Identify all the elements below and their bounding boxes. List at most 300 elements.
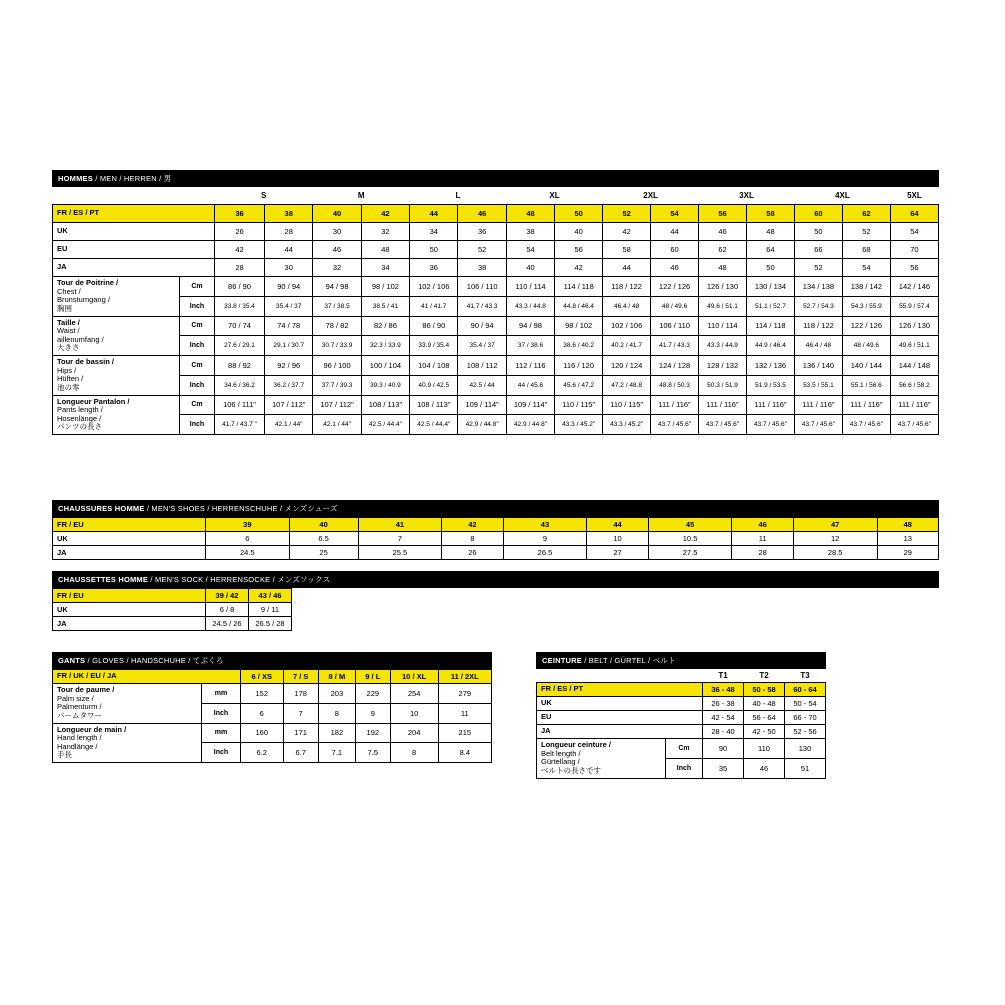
men-size-table — [52, 187, 939, 435]
gloves-section-header — [52, 652, 492, 669]
men-measure-row-inch — [53, 375, 939, 395]
size-group-M: M — [313, 187, 410, 205]
size-group-XL: XL — [506, 187, 602, 205]
cell: 34 — [410, 223, 458, 241]
cell: 66 - 70 — [785, 711, 826, 725]
cell: 9 / L — [355, 670, 390, 684]
cell: 44 — [410, 205, 458, 223]
cell: 6 — [241, 703, 284, 723]
cell: 6 / 8 — [206, 603, 249, 617]
cell: 7.5 — [355, 743, 390, 763]
belt-size-table — [536, 669, 826, 779]
cell: 41.7 / 43.3 — [651, 336, 699, 356]
cell: 10 / XL — [390, 670, 438, 684]
cell: 37.7 / 39.3 — [313, 375, 361, 395]
cell: 41 — [358, 518, 442, 532]
cell: 86 / 90 — [215, 277, 265, 297]
cell: 42 — [555, 259, 603, 277]
cell: 7.1 — [318, 743, 355, 763]
cell: 94 / 98 — [313, 277, 361, 297]
cell: 49.6 / 51.1 — [890, 336, 938, 356]
cell: 182 — [318, 723, 355, 743]
socks-section — [52, 571, 331, 631]
cell: 60 — [651, 241, 699, 259]
socks-section-header — [52, 571, 939, 588]
unit-mm: mm — [202, 723, 241, 743]
cell: 118 / 122 — [603, 277, 651, 297]
cell: 46.4 / 48 — [603, 296, 651, 316]
cell: 42 - 54 — [703, 711, 744, 725]
cell: 32.3 / 33.9 — [361, 336, 409, 356]
cell: 40 — [313, 205, 361, 223]
cell: 52 - 56 — [785, 725, 826, 739]
cell: 106 / 110 — [651, 316, 699, 336]
cell: 90 / 94 — [265, 277, 313, 297]
cell: 82 / 86 — [361, 316, 409, 336]
men-size-group-row — [53, 187, 939, 205]
belt-section — [536, 652, 826, 779]
cell: 10.5 — [648, 532, 732, 546]
cell: 50 - 58 — [744, 683, 785, 697]
cell: 40.2 / 41.7 — [603, 336, 651, 356]
cell: 48 — [747, 223, 795, 241]
cell: 160 — [241, 723, 284, 743]
cell: 132 / 136 — [747, 356, 795, 376]
cell: 44 — [651, 223, 699, 241]
cell: 109 / 114" — [506, 395, 554, 415]
size-group-4XL: 4XL — [794, 187, 890, 205]
cell: 62 — [842, 205, 890, 223]
cell: 40 — [555, 223, 603, 241]
cell: 49.6 / 51.1 — [699, 296, 747, 316]
cell: 35 — [703, 758, 744, 778]
cell: 37 / 38.6 — [506, 336, 554, 356]
cell: 36.2 / 37.7 — [265, 375, 313, 395]
cell: 70 / 74 — [215, 316, 265, 336]
cell: 279 — [438, 684, 491, 704]
measure-label: Longueur de main / Hand length / Handlänge / 手長 — [53, 723, 202, 763]
cell: 56 — [890, 259, 938, 277]
cell: 32 — [361, 223, 409, 241]
row-label: EU — [53, 241, 215, 259]
belt-title-rest: / BELT / GÜRTEL / ベルト — [584, 656, 676, 665]
cell: 43.3 / 44.9 — [699, 336, 747, 356]
belt-size-group-row — [537, 669, 826, 683]
cell: 42 — [442, 518, 503, 532]
cell: 122 / 126 — [651, 277, 699, 297]
cell: 44.9 / 46.4 — [747, 336, 795, 356]
cell: 6.7 — [283, 743, 318, 763]
cell: 56.6 / 58.2 — [890, 375, 938, 395]
cell: 140 / 144 — [842, 356, 890, 376]
cell: 26 — [215, 223, 265, 241]
cell: 86 / 90 — [410, 316, 458, 336]
socks-row — [53, 617, 292, 631]
row-label: FR / ES / PT — [537, 683, 703, 697]
cell: 45 — [648, 518, 732, 532]
gloves-measure-row-mm — [53, 723, 492, 743]
cell: 30 — [265, 259, 313, 277]
cell: 108 / 113" — [361, 395, 409, 415]
cell: 56 - 64 — [744, 711, 785, 725]
cell: 78 / 82 — [313, 316, 361, 336]
cell: 114 / 118 — [747, 316, 795, 336]
cell: 142 / 146 — [890, 277, 938, 297]
cell: 9 — [355, 703, 390, 723]
cell: 107 / 112" — [265, 395, 313, 415]
cell: 9 — [503, 532, 587, 546]
cell: 92 / 96 — [265, 356, 313, 376]
cell: 28.5 — [793, 546, 877, 560]
cell: 120 / 124 — [603, 356, 651, 376]
cell: 38.5 / 41 — [361, 296, 409, 316]
cell: 46 — [651, 259, 699, 277]
spacer-cell — [53, 187, 180, 205]
cell: 98 / 102 — [555, 316, 603, 336]
cell: 48 — [699, 259, 747, 277]
cell: 56 — [699, 205, 747, 223]
cell: 50 — [555, 205, 603, 223]
cell: 12 — [793, 532, 877, 546]
cell: 104 / 108 — [410, 356, 458, 376]
cell: 48 / 49.6 — [651, 296, 699, 316]
belt-row — [537, 725, 826, 739]
cell: 40.9 / 42.5 — [410, 375, 458, 395]
cell: 30.7 / 33.9 — [313, 336, 361, 356]
cell: 42.5 / 44.4" — [410, 415, 458, 435]
cell: 9 / 11 — [249, 603, 292, 617]
men-section — [52, 170, 939, 435]
cell: 42.9 / 44.8" — [506, 415, 554, 435]
unit-inch: Inch — [202, 743, 241, 763]
cell: 106 / 110 — [458, 277, 506, 297]
cell: 68 — [842, 241, 890, 259]
cell: 48 — [877, 518, 938, 532]
cell: 38 — [265, 205, 313, 223]
unit-mm: mm — [202, 684, 241, 704]
unit-cm: Cm — [180, 356, 215, 376]
cell: 43.3 / 44.8 — [506, 296, 554, 316]
cell: 28 — [732, 546, 793, 560]
cell: 48 — [506, 205, 554, 223]
cell: 55.9 / 57.4 — [890, 296, 938, 316]
cell: 106 / 111" — [215, 395, 265, 415]
cell: 6.5 — [289, 532, 358, 546]
cell: 110 / 115" — [555, 395, 603, 415]
unit-cm: Cm — [180, 395, 215, 415]
size-group-L: L — [410, 187, 507, 205]
cell: 96 / 100 — [313, 356, 361, 376]
socks-row — [53, 589, 292, 603]
cell: 46 — [313, 241, 361, 259]
socks-size-table — [52, 588, 292, 631]
cell: 70 — [890, 241, 938, 259]
cell: 110 / 114 — [506, 277, 554, 297]
measure-label: Tour de bassin / Hips / Hüften / 池の零 — [53, 356, 180, 396]
row-label: JA — [53, 546, 206, 560]
cell: 33.9 / 35.4 — [410, 336, 458, 356]
cell: 109 / 114" — [458, 395, 506, 415]
cell: 40 — [289, 518, 358, 532]
measure-label: Longueur ceinture / Belt length / Gürtellang / ベルトの長さです — [537, 739, 666, 779]
row-label: UK — [53, 532, 206, 546]
cell: 26.5 / 28 — [249, 617, 292, 631]
cell: 130 — [785, 739, 826, 759]
cell: 43.7 / 45.6" — [890, 415, 938, 435]
gloves-title-rest: / GLOVES / HANDSCHUHE / てぶくろ — [87, 656, 224, 665]
cell: 111 / 116" — [842, 395, 890, 415]
cell: 10 — [390, 703, 438, 723]
cell: 37 / 38.5 — [313, 296, 361, 316]
cell: 41.7 / 43.3 — [458, 296, 506, 316]
cell: 51 — [785, 758, 826, 778]
cell: 44 — [587, 518, 648, 532]
cell: 6 — [206, 532, 290, 546]
cell: 88 / 92 — [215, 356, 265, 376]
cell: 28 — [265, 223, 313, 241]
cell: 27.5 — [648, 546, 732, 560]
cell: 111 / 116" — [794, 395, 842, 415]
cell: 254 — [390, 684, 438, 704]
cell: 128 / 132 — [699, 356, 747, 376]
cell: 39 / 42 — [206, 589, 249, 603]
cell: 64 — [747, 241, 795, 259]
cell: 46 — [458, 205, 506, 223]
cell: 111 / 116" — [699, 395, 747, 415]
cell: 94 / 98 — [506, 316, 554, 336]
belt-measure-row-cm — [537, 739, 826, 759]
cell: 7 — [358, 532, 442, 546]
cell: 43.3 / 45.2" — [603, 415, 651, 435]
belt-row — [537, 697, 826, 711]
cell: 48.8 / 50.3 — [651, 375, 699, 395]
cell: 50 — [794, 223, 842, 241]
gloves-measure-row-mm — [53, 684, 492, 704]
cell: 24.5 / 26 — [206, 617, 249, 631]
cell: 42.1 / 44" — [265, 415, 313, 435]
men-measure-row-cm — [53, 395, 939, 415]
men-row-uk — [53, 223, 939, 241]
cell: 42.5 / 44.4" — [361, 415, 409, 435]
cell: 215 — [438, 723, 491, 743]
cell: 124 / 128 — [651, 356, 699, 376]
row-label: UK — [53, 223, 215, 241]
cell: 62 — [699, 241, 747, 259]
cell: 11 — [732, 532, 793, 546]
cell: 48 — [361, 241, 409, 259]
cell: 26.5 — [503, 546, 587, 560]
cell: 192 — [355, 723, 390, 743]
socks-title-rest: / MEN'S SOCK / HERRENSOCKE / メンズソックス — [150, 575, 331, 584]
cell: 90 — [703, 739, 744, 759]
size-group-T3: T3 — [785, 669, 826, 683]
cell: 48 / 49.6 — [842, 336, 890, 356]
cell: 52 — [458, 241, 506, 259]
cell: 52 — [603, 205, 651, 223]
cell: 107 / 112" — [313, 395, 361, 415]
cell: 35.4 / 37 — [458, 336, 506, 356]
cell: 50 - 54 — [785, 697, 826, 711]
belt-title-bold: CEINTURE — [542, 656, 582, 665]
spacer-cell — [180, 187, 215, 205]
cell: 8.4 — [438, 743, 491, 763]
shoes-title-rest: / MEN'S SHOES / HERRENSCHUHE / メンズシューズ — [146, 504, 338, 513]
row-label: JA — [537, 725, 703, 739]
cell: 43 — [503, 518, 587, 532]
cell: 118 / 122 — [794, 316, 842, 336]
cell: 6.2 — [241, 743, 284, 763]
cell: 11 / 2XL — [438, 670, 491, 684]
cell: 178 — [283, 684, 318, 704]
belt-row — [537, 683, 826, 697]
cell: 26 - 38 — [703, 697, 744, 711]
cell: 46 — [744, 758, 785, 778]
cell: 54 — [842, 259, 890, 277]
belt-row — [537, 711, 826, 725]
row-label: FR / EU — [53, 518, 206, 532]
cell: 66 — [794, 241, 842, 259]
cell: 39 — [206, 518, 290, 532]
cell: 44 / 45.6 — [506, 375, 554, 395]
unit-cm: Cm — [666, 739, 703, 759]
cell: 152 — [241, 684, 284, 704]
cell: 47.2 / 48.8 — [603, 375, 651, 395]
gloves-header-row — [53, 670, 492, 684]
cell: 43 / 46 — [249, 589, 292, 603]
cell: 108 / 113" — [410, 395, 458, 415]
cell: 25 — [289, 546, 358, 560]
cell: 43.7 / 45.6" — [747, 415, 795, 435]
men-measure-row-inch — [53, 336, 939, 356]
cell: 116 / 120 — [555, 356, 603, 376]
row-label: FR / EU — [53, 589, 206, 603]
cell: 10 — [587, 532, 648, 546]
cell: 42.1 / 44" — [313, 415, 361, 435]
size-group-2XL: 2XL — [603, 187, 699, 205]
gloves-title-bold: GANTS — [58, 656, 86, 665]
cell: 130 / 134 — [747, 277, 795, 297]
men-measure-row-cm — [53, 356, 939, 376]
cell: 26 — [442, 546, 503, 560]
cell: 102 / 106 — [410, 277, 458, 297]
cell: 44.8 / 46.4 — [555, 296, 603, 316]
cell: 98 / 102 — [361, 277, 409, 297]
cell: 11 — [438, 703, 491, 723]
spacer-cell — [537, 669, 703, 683]
row-label: FR / UK / EU / JA — [53, 670, 241, 684]
cell: 28 - 40 — [703, 725, 744, 739]
unit-inch: Inch — [180, 296, 215, 316]
men-measure-row-cm — [53, 316, 939, 336]
shoes-row — [53, 532, 939, 546]
cell: 40 — [506, 259, 554, 277]
cell: 27.6 / 29.1 — [215, 336, 265, 356]
gloves-size-table — [52, 669, 492, 763]
cell: 114 / 118 — [555, 277, 603, 297]
cell: 111 / 116" — [651, 395, 699, 415]
unit-cm: Cm — [180, 316, 215, 336]
unit-inch: Inch — [180, 336, 215, 356]
cell: 41 / 41.7 — [410, 296, 458, 316]
cell: 45.6 / 47.2 — [555, 375, 603, 395]
cell: 41.7 / 43.7 " — [215, 415, 265, 435]
cell: 46 — [699, 223, 747, 241]
socks-row — [53, 603, 292, 617]
cell: 29 — [877, 546, 938, 560]
size-group-S: S — [215, 187, 313, 205]
cell: 36 — [410, 259, 458, 277]
unit-inch: Inch — [666, 758, 703, 778]
cell: 44 — [265, 241, 313, 259]
cell: 43.3 / 45.2" — [555, 415, 603, 435]
shoes-title-bold: CHAUSSURES HOMME — [58, 504, 145, 513]
cell: 111 / 116" — [747, 395, 795, 415]
cell: 8 — [318, 703, 355, 723]
cell: 58 — [747, 205, 795, 223]
cell: 60 — [794, 205, 842, 223]
cell: 30 — [313, 223, 361, 241]
cell: 7 / S — [283, 670, 318, 684]
cell: 110 / 115" — [603, 395, 651, 415]
cell: 110 / 114 — [699, 316, 747, 336]
cell: 42.5 / 44 — [458, 375, 506, 395]
cell: 54 — [651, 205, 699, 223]
cell: 25.5 — [358, 546, 442, 560]
cell: 6 / XS — [241, 670, 284, 684]
shoes-row — [53, 518, 939, 532]
cell: 51.1 / 52.7 — [747, 296, 795, 316]
measure-label: Longueur Pantalon / Pants length / Hosenlänge / パンツの長さ — [53, 395, 180, 435]
men-measure-row-inch — [53, 415, 939, 435]
cell: 43.7 / 45.6" — [842, 415, 890, 435]
cell: 126 / 130 — [699, 277, 747, 297]
cell: 28 — [215, 259, 265, 277]
cell: 40 - 48 — [744, 697, 785, 711]
socks-title-bold: CHAUSSETTES HOMME — [58, 575, 149, 584]
cell: 51.9 / 53.5 — [747, 375, 795, 395]
cell: 8 / M — [318, 670, 355, 684]
cell: 229 — [355, 684, 390, 704]
cell: 50 — [410, 241, 458, 259]
shoes-size-table — [52, 517, 939, 560]
men-row-eu — [53, 241, 939, 259]
cell: 52 — [794, 259, 842, 277]
cell: 46.4 / 48 — [794, 336, 842, 356]
cell: 24.5 — [206, 546, 290, 560]
cell: 52 — [842, 223, 890, 241]
size-group-T2: T2 — [744, 669, 785, 683]
cell: 54 — [890, 223, 938, 241]
cell: 56 — [555, 241, 603, 259]
cell: 43.7 / 45.6" — [794, 415, 842, 435]
cell: 110 — [744, 739, 785, 759]
cell: 13 — [877, 532, 938, 546]
men-measure-row-inch — [53, 296, 939, 316]
cell: 34 — [361, 259, 409, 277]
cell: 47 — [793, 518, 877, 532]
cell: 60 - 64 — [785, 683, 826, 697]
row-label: JA — [53, 617, 206, 631]
cell: 50 — [747, 259, 795, 277]
cell: 102 / 106 — [603, 316, 651, 336]
cell: 32 — [313, 259, 361, 277]
shoes-section — [52, 500, 939, 560]
shoes-row — [53, 546, 939, 560]
row-label: UK — [53, 603, 206, 617]
cell: 36 — [458, 223, 506, 241]
cell: 42 — [603, 223, 651, 241]
size-group-5XL: 5XL — [890, 187, 938, 205]
